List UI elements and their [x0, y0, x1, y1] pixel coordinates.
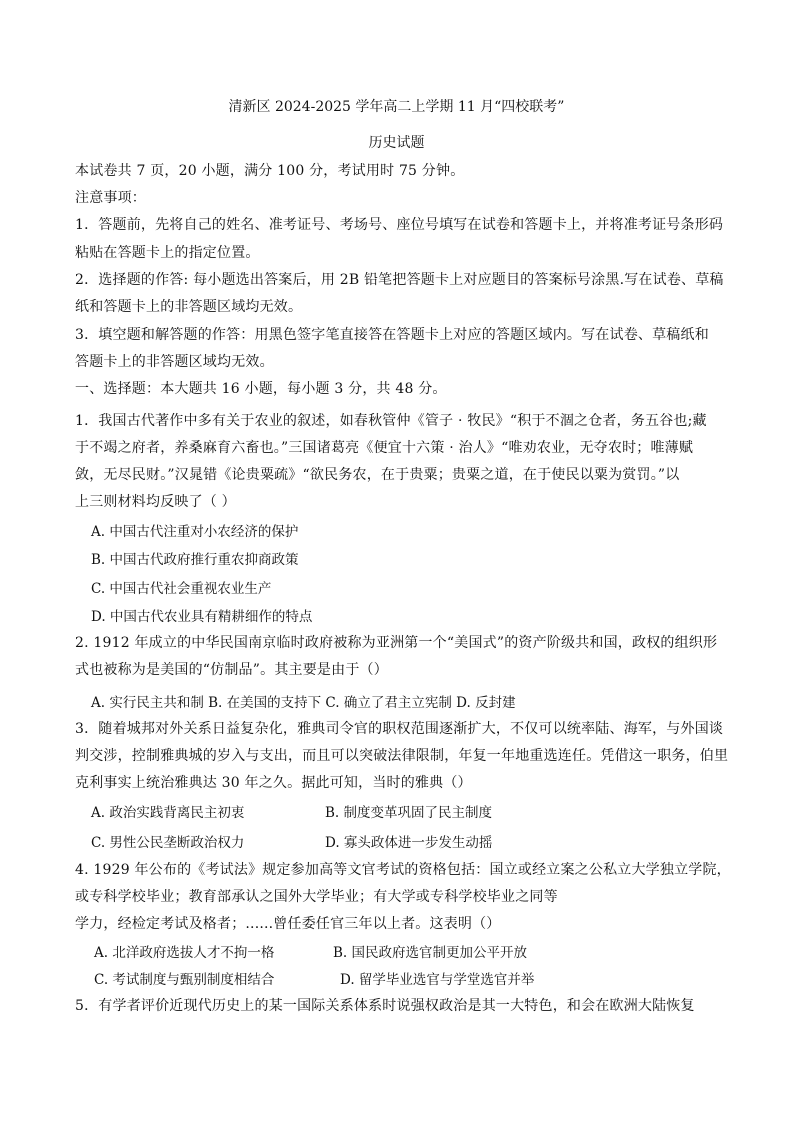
q2-stem-line-1: 2. 1912 年成立的中华民国南京临时政府被称为亚洲第一个“美国式”的资产阶级共和国，政权的组织形 [75, 635, 718, 651]
q4-option-c: C. 考试制度与甄别制度相结合 [94, 972, 275, 988]
notice-heading: 注意事项： [75, 190, 146, 206]
subject-title: 历史试题 [368, 135, 425, 151]
q3-stem-line-1: 3．随着城邦对外关系日益复杂化，雅典司令官的职权范围逐渐扩大，不仅可以统率陆、海军，与外国谈 [75, 721, 724, 737]
q1-stem-line-2: 于不竭之府者，养桑麻育六畜也。”三国诸葛亮《便宜十六策 · 治人》“唯劝农业，无夺农时；唯薄赋 [75, 440, 694, 456]
q1-option-a: A. 中国古代注重对小农经济的保护 [91, 524, 299, 540]
q1-option-d: D. 中国古代农业具有精耕细作的特点 [91, 609, 313, 625]
notice-item-1-line-1: 1．答题前，先将自己的姓名、准考证号、考场号、座位号填写在试卷和答题卡上，并将准考证号条形码 [75, 217, 724, 233]
q3-option-b: B. 制度变革巩固了民主制度 [325, 805, 493, 821]
exam-intro: 本试卷共 7 页，20 小题，满分 100 分，考试用时 75 分钟。 [75, 163, 465, 179]
q4-stem-line-1: 4. 1929 年公布的《考试法》规定参加高等文官考试的资格包括：国立或经立案之公私立大学独立学院， [75, 862, 731, 878]
section-heading: 一、选择题：本大题共 16 小题，每小题 3 分，共 48 分。 [75, 381, 447, 397]
q2-stem-line-2: 式也被称为是美国的“仿制品”。其主要是由于（） [75, 662, 388, 678]
q4-option-a: A. 北洋政府选拔人才不拘一格 [94, 945, 275, 961]
q1-stem-line-1: 1．我国古代著作中多有关于农业的叙述，如春秋管仲《管子 · 牧民》“积于不涸之仓者，务五谷也;藏 [75, 413, 707, 429]
q1-stem-line-3: 敛，无尽民财。”汉晁错《论贵粟疏》“欲民务农，在于贵粟；贵粟之道，在于使民以粟为赏罚。”以 [75, 467, 680, 483]
q1-stem-line-4: 上三则材料均反映了（ ） [75, 494, 236, 510]
q3-option-a: A. 政治实践背离民主初衷 [91, 805, 245, 821]
q3-option-c: C. 男性公民垄断政治权力 [91, 835, 245, 851]
notice-item-3-line-1: 3．填空题和解答题的作答：用黑色签字笔直接答在答题卡上对应的答题区域内。写在试卷、草稿纸和 [75, 327, 709, 343]
notice-item-1-line-2: 粘贴在答题卡上的指定位置。 [75, 245, 260, 261]
q4-option-b: B. 国民政府选官制更加公平开放 [333, 945, 528, 961]
notice-item-3-line-2: 答题卡上的非答题区域均无效。 [75, 354, 274, 370]
q1-option-c: C. 中国古代社会重视农业生产 [91, 581, 272, 597]
notice-item-2-line-1: 2．选择题的作答: 每小题选出答案后，用 2B 铅笔把答题卡上对应题目的答案标号涂黑.写在试卷、草稿 [75, 272, 724, 288]
notice-item-2-line-2: 纸和答题卡上的非答题区域均无效。 [75, 299, 303, 315]
q3-stem-line-2: 判交涉，控制雅典城的岁入与支出，而且可以突破法律限制，年复一年地重选连任。凭借这一职务，伯里 [75, 748, 729, 764]
q3-stem-line-3: 克利事实上统治雅典达 30 年之久。据此可知，当时的雅典（） [75, 775, 472, 791]
q4-stem-line-3: 学力，经检定考试及格者；......曾任委任官三年以上者。这表明（） [75, 916, 501, 932]
q3-option-d: D. 寡头政体进一步发生动摇 [325, 835, 493, 851]
q4-option-d: D. 留学毕业选官与学堂选官并举 [340, 972, 535, 988]
q5-stem-line-1: 5．有学者评价近现代历史上的某一国际关系体系时说强权政治是其一大特色，和会在欧洲大陆恢复 [75, 998, 695, 1014]
q2-options: A. 实行民主共和制 B. 在美国的支持下 C. 确立了君主立宪制 D. 反封建 [91, 695, 516, 711]
q4-stem-line-2: 或专科学校毕业；教育部承认之国外大学毕业；有大学或专科学校毕业之同等 [75, 889, 558, 905]
q1-option-b: B. 中国古代政府推行重农抑商政策 [91, 552, 299, 568]
exam-title: 清新区 2024-2025 学年高二上学期 11 月“四校联考” [228, 99, 565, 115]
